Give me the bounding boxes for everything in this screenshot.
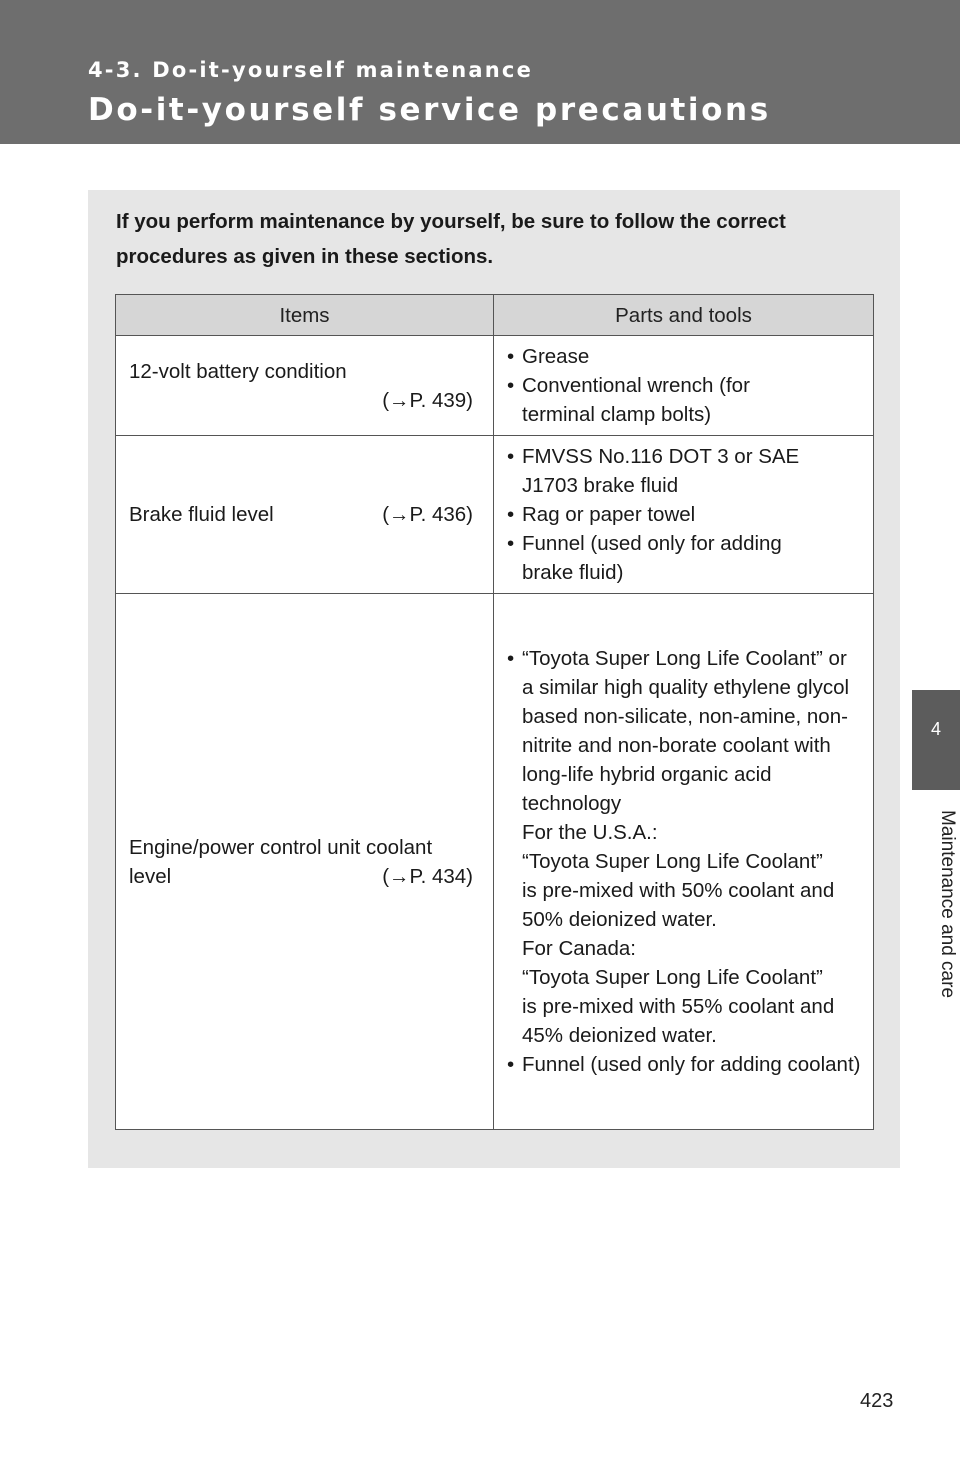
table-header-row — [116, 295, 874, 336]
list-item: • Funnel (used only for adding brake fluid) — [507, 529, 869, 587]
chapter-tab: 4 — [912, 690, 960, 790]
page-reference: (→P. 436) — [382, 503, 473, 526]
list-item: • Funnel (used only for adding coolant) — [507, 1050, 869, 1079]
list-item: • FMVSS No.116 DOT 3 or SAE J1703 brake fluid — [507, 442, 869, 500]
tools-list — [507, 442, 869, 587]
chapter-tab-label — [912, 790, 960, 1100]
page-reference: (→P. 434) — [382, 864, 473, 888]
item-cell — [116, 336, 494, 436]
column-header-parts: Parts and tools — [494, 295, 874, 336]
table-row — [116, 336, 874, 436]
tools-list — [507, 342, 869, 429]
item-cell — [116, 594, 494, 1130]
item-name: Engine/power control unit coolant level — [129, 835, 433, 888]
tools-cell — [494, 436, 874, 594]
item-name: Brake fluid level — [129, 503, 274, 526]
intro-text: If you perform maintenance by yourself, be sure to follow the correct procedures as given in these sections. — [116, 210, 786, 268]
page-reference: (→P. 439) — [382, 388, 473, 412]
tools-cell — [494, 594, 874, 1130]
table-row — [116, 594, 874, 1130]
column-header-items: Items — [116, 295, 494, 336]
tools-cell — [494, 336, 874, 436]
maintenance-table — [115, 294, 874, 1130]
tools-list — [507, 644, 869, 1079]
list-item: • “Toyota Super Long Life Coolant” or a similar high quality ethylene glycol based non-silicate, non-amine, non-nitrite and non-borate coolant with long-life hybrid organic acid technology For the U.S.A.: “Toyota Super Long Life Coolant” is pre-mixed with 50% coolant and 50% deionized water. For Canada: “Toyota Super Long Life Coolant” is pre-mixed with 55% coolant and 45% deionized water. — [507, 644, 869, 1050]
content-panel — [88, 190, 900, 1168]
list-item: • Grease — [507, 342, 869, 371]
item-name: 12-volt battery condition — [129, 359, 347, 383]
page-number: 423 — [860, 1390, 894, 1412]
section-label: 4-3. Do-it-yourself maintenance — [88, 58, 534, 82]
table-row — [116, 436, 874, 594]
list-item: • Rag or paper towel — [507, 500, 869, 529]
list-item: • Conventional wrench (for terminal clamp bolts) — [507, 371, 869, 429]
page-header — [0, 0, 960, 144]
chapter-title: Maintenance and care — [937, 810, 958, 999]
page-title: Do-it-yourself service precautions — [88, 92, 771, 128]
item-cell — [116, 436, 494, 594]
